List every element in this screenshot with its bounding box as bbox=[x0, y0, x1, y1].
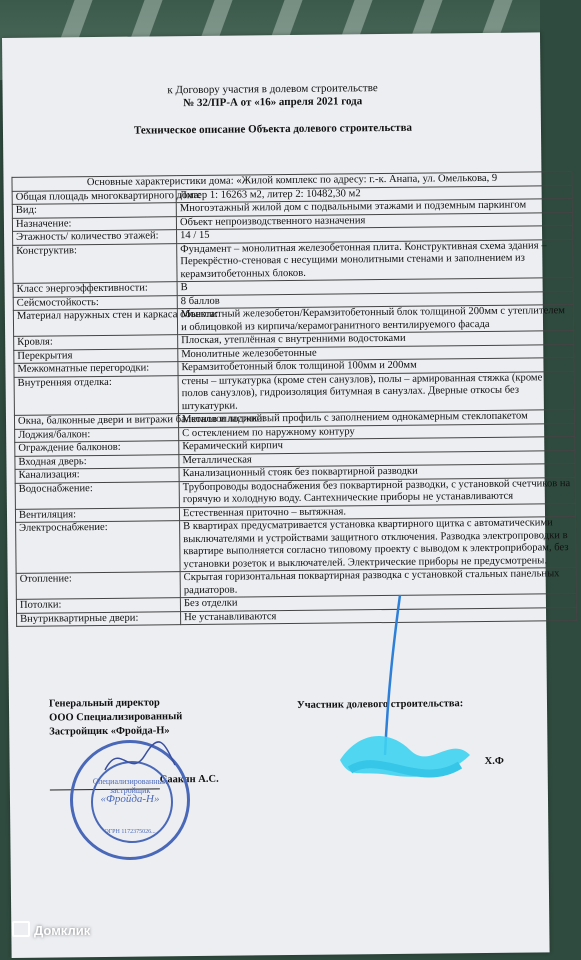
row-value: Металлопластиковый профиль с заполнением однокамерным стеклопакетом bbox=[178, 410, 574, 428]
row-label: Ограждение балконов: bbox=[15, 441, 179, 456]
row-value: 14 / 15 bbox=[177, 226, 573, 244]
row-label: Водоснабжение: bbox=[15, 481, 179, 509]
company-seal: Специализированный застройщик «Фройда-Н» ОГРН 1172375026... bbox=[70, 740, 190, 860]
row-label: Потолки: bbox=[16, 598, 180, 613]
row-label: Окна, балконные двери и витражи балконов и лоджий: bbox=[14, 414, 178, 429]
row-value: 8 баллов bbox=[177, 291, 573, 309]
signer-company: ООО Специализированный bbox=[49, 711, 183, 724]
row-value: Монолитный железобетон/Керамзитобетонный блок толщиной 200мм с утеплителем и облицовкой из кирпича/керамогранитного вентилируемого фасада bbox=[177, 305, 573, 335]
participant-initials: Х.Ф bbox=[484, 755, 504, 767]
row-value: Керамический кирпич bbox=[179, 437, 575, 455]
row-value: стены – штукатурка (кроме стен санузлов), полы – армированная стяжка (кроме полов санузлов), гидроизоляция битумная в санузлах. Дверные откосы без штукатурки. bbox=[178, 371, 574, 414]
row-label: Кровля: bbox=[14, 335, 178, 350]
row-label: Канализация: bbox=[15, 468, 179, 483]
row-label: Этажность/ количество этажей: bbox=[13, 230, 177, 245]
row-label: Внутриквартирные двери: bbox=[17, 611, 181, 626]
header-line1: к Договору участия в долевом строительстве bbox=[167, 82, 378, 97]
row-label: Вид: bbox=[12, 203, 176, 218]
row-value: Трубопроводы водоснабжения без поквартирной разводки, с установкой счетчиков на горячую и холодную воду. Сантехнические приборы не устанавливаются bbox=[179, 477, 575, 507]
row-label: Сейсмостойкость: bbox=[13, 295, 177, 310]
participant-title: Участник долевого строительства: bbox=[296, 698, 464, 711]
director-signature bbox=[100, 735, 180, 785]
table-row bbox=[16, 517, 577, 574]
row-value: С остеклением по наружному контуру bbox=[179, 423, 575, 441]
row-value: Многоэтажный жилой дом с подвальными этажами и подземным паркингом bbox=[176, 199, 572, 217]
row-value: Скрытая горизонтальная поквартирная разводка с установкой стальных панельных радиаторов. bbox=[180, 568, 576, 598]
row-label: Лоджия/балкон: bbox=[15, 427, 179, 442]
spec-table bbox=[11, 171, 577, 627]
row-label: Класс энергоэффективности: bbox=[13, 282, 177, 297]
row-value: Без отделки bbox=[180, 594, 576, 612]
house-icon bbox=[12, 921, 30, 937]
redaction-scribble bbox=[330, 720, 480, 800]
row-label: Материал наружных стен и каркаса объекта: bbox=[13, 309, 177, 337]
row-value: Канализационный стояк без поквартирной разводки bbox=[179, 464, 575, 482]
signer-position: Генеральный директор bbox=[48, 697, 160, 710]
header-line2: № 32/ПР-А от «16» апреля 2021 года bbox=[183, 95, 363, 110]
row-label: Внутренняя отделка: bbox=[14, 375, 178, 415]
table-caption: Основные характеристики дома: «Жилой комплекс по адресу: г.-к. Анапа, ул. Омелькова, 9 bbox=[12, 172, 572, 191]
row-label: Общая площадь многоквартирного дома: bbox=[12, 189, 176, 204]
row-label: Отопление: bbox=[16, 572, 180, 600]
row-value: Фундамент – монолитная железобетонная плита. Конструктивная схема здания – Перекрёстно-стеновая с несущими монолитными стенами и заполнением из керамзитобетонных блоков. bbox=[177, 239, 573, 282]
signer-company-name: Застройщик «Фройда-Н» bbox=[49, 725, 170, 738]
row-label: Электроснабжение: bbox=[16, 521, 181, 574]
row-value: B bbox=[177, 278, 573, 296]
row-value: Не устанавливаются bbox=[181, 607, 577, 625]
row-label: Назначение: bbox=[12, 216, 176, 231]
signature-block-left bbox=[49, 696, 183, 739]
row-label: Вентиляция: bbox=[15, 507, 179, 522]
document-title: Техническое описание Объекта долевого строительства bbox=[133, 121, 413, 137]
domclick-watermark: Домклик bbox=[12, 921, 90, 938]
row-label: Конструктив: bbox=[13, 243, 177, 283]
table-row bbox=[13, 239, 573, 283]
row-value: Объект непроизводственного назначения bbox=[176, 212, 572, 230]
row-label: Межкомнатные перегородки: bbox=[14, 362, 178, 377]
table-row bbox=[14, 371, 574, 415]
row-value: Керамзитобетонный блок толщиной 100мм и 200мм bbox=[178, 358, 574, 376]
row-value: Металлическая bbox=[179, 450, 575, 468]
row-label: Входная дверь: bbox=[15, 454, 179, 469]
row-value: Естественная приточно – вытяжная. bbox=[179, 503, 575, 521]
row-value: Монолитные железобетонные bbox=[178, 344, 574, 362]
row-label: Перекрытия bbox=[14, 348, 178, 363]
row-value: Литер 1: 16263 м2, литер 2: 10482,30 м2 bbox=[176, 185, 572, 203]
row-value: В квартирах предусматривается установка квартирного щитка с автоматическими выключателями и устройствами защитного отключения. Разводка электропроводки в квартире выполняется согласно типовому проекту с выводом к электроприборам, без установки розеток и выключателей. Электрические приборы не предусмотрены. bbox=[180, 517, 577, 572]
signer-name: Саакян А.С. bbox=[159, 773, 219, 786]
row-value: Плоская, утеплённая с внутренними водостоками bbox=[178, 331, 574, 349]
